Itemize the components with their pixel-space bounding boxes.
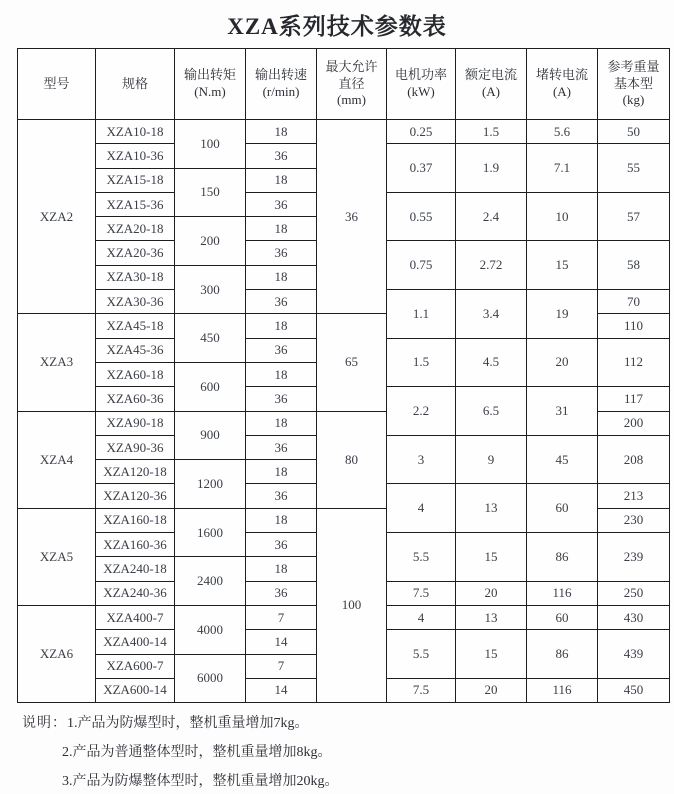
power-cell: 3 (387, 435, 456, 484)
spec-cell: XZA400-7 (96, 605, 175, 629)
spec-cell: XZA10-18 (96, 120, 175, 144)
rated-current-cell: 1.5 (456, 120, 527, 144)
torque-cell: 300 (175, 265, 246, 314)
table-header (18, 49, 670, 120)
locked-current-cell: 31 (527, 387, 598, 436)
rated-current-cell: 13 (456, 605, 527, 629)
weight-cell: 200 (598, 411, 670, 435)
rated-current-cell: 3.4 (456, 290, 527, 339)
torque-cell: 600 (175, 362, 246, 411)
spec-cell: XZA10-36 (96, 144, 175, 168)
spec-cell: XZA90-18 (96, 411, 175, 435)
speed-cell: 18 (246, 217, 317, 241)
note-line-1 (22, 714, 674, 733)
spec-table (17, 48, 670, 703)
weight-cell: 439 (598, 630, 670, 679)
torque-cell: 450 (175, 314, 246, 363)
speed-cell: 18 (246, 460, 317, 484)
weight-cell: 450 (598, 678, 670, 702)
col-header-torque: 输出转矩 (N.m) (175, 49, 246, 120)
model-cell: XZA3 (18, 314, 96, 411)
speed-cell: 14 (246, 630, 317, 654)
weight-cell: 213 (598, 484, 670, 508)
locked-current-cell: 86 (527, 630, 598, 679)
weight-cell: 230 (598, 508, 670, 532)
power-cell: 0.25 (387, 120, 456, 144)
spec-cell: XZA240-18 (96, 557, 175, 581)
locked-current-cell: 60 (527, 605, 598, 629)
weight-cell: 208 (598, 435, 670, 484)
power-cell: 7.5 (387, 678, 456, 702)
torque-cell: 150 (175, 168, 246, 217)
diameter-cell: 80 (317, 411, 387, 508)
model-cell: XZA5 (18, 508, 96, 605)
rated-current-cell: 1.9 (456, 144, 527, 193)
note-item-2: 2.产品为普通整体型时，整机重量增加8kg。 (62, 745, 332, 761)
power-cell: 4 (387, 484, 456, 533)
speed-cell: 18 (246, 508, 317, 532)
spec-cell: XZA30-18 (96, 265, 175, 289)
col-header-speed: 输出转速 (r/min) (246, 49, 317, 120)
locked-current-cell: 20 (527, 338, 598, 387)
locked-current-cell: 116 (527, 678, 598, 702)
power-cell: 4 (387, 605, 456, 629)
spec-cell: XZA60-18 (96, 362, 175, 386)
power-cell: 5.5 (387, 630, 456, 679)
torque-cell: 1600 (175, 508, 246, 557)
weight-cell: 430 (598, 605, 670, 629)
rated-current-cell: 13 (456, 484, 527, 533)
speed-cell: 36 (246, 435, 317, 459)
rated-current-cell: 9 (456, 435, 527, 484)
rated-current-cell: 4.5 (456, 338, 527, 387)
torque-cell: 2400 (175, 557, 246, 606)
power-cell: 0.55 (387, 192, 456, 241)
power-cell: 0.37 (387, 144, 456, 193)
speed-cell: 18 (246, 314, 317, 338)
weight-cell: 55 (598, 144, 670, 193)
col-header-weight: 参考重量 基本型 (kg) (598, 49, 670, 120)
power-cell: 5.5 (387, 533, 456, 582)
speed-cell: 7 (246, 654, 317, 678)
speed-cell: 18 (246, 265, 317, 289)
weight-cell: 112 (598, 338, 670, 387)
spec-cell: XZA15-18 (96, 168, 175, 192)
weight-cell: 57 (598, 192, 670, 241)
spec-cell: XZA120-18 (96, 460, 175, 484)
note-line-2 (22, 743, 674, 762)
col-header-power: 电机功率 (kW) (387, 49, 456, 120)
speed-cell: 36 (246, 192, 317, 216)
torque-cell: 900 (175, 411, 246, 460)
col-header-rated-current: 额定电流 (A) (456, 49, 527, 120)
weight-cell: 50 (598, 120, 670, 144)
speed-cell: 36 (246, 241, 317, 265)
speed-cell: 7 (246, 605, 317, 629)
spec-cell: XZA45-18 (96, 314, 175, 338)
torque-cell: 6000 (175, 654, 246, 703)
weight-cell: 117 (598, 387, 670, 411)
power-cell: 2.2 (387, 387, 456, 436)
table-body (18, 120, 670, 703)
locked-current-cell: 19 (527, 290, 598, 339)
spec-cell: XZA160-18 (96, 508, 175, 532)
rated-current-cell: 15 (456, 533, 527, 582)
table-row (18, 120, 670, 144)
col-header-model: 型号 (18, 49, 96, 120)
spec-cell: XZA240-36 (96, 581, 175, 605)
spec-cell: XZA45-36 (96, 338, 175, 362)
weight-cell: 58 (598, 241, 670, 290)
speed-cell: 18 (246, 362, 317, 386)
rated-current-cell: 20 (456, 678, 527, 702)
rated-current-cell: 2.72 (456, 241, 527, 290)
power-cell: 1.5 (387, 338, 456, 387)
diameter-cell: 100 (317, 508, 387, 702)
locked-current-cell: 116 (527, 581, 598, 605)
spec-cell: XZA600-7 (96, 654, 175, 678)
speed-cell: 18 (246, 120, 317, 144)
header-row (18, 49, 670, 120)
spec-cell: XZA400-14 (96, 630, 175, 654)
power-cell: 1.1 (387, 290, 456, 339)
rated-current-cell: 2.4 (456, 192, 527, 241)
note-line-3 (22, 772, 674, 791)
note-item-3: 3.产品为防爆整体型时，整机重量增加20kg。 (62, 774, 339, 790)
model-cell: XZA6 (18, 605, 96, 702)
weight-cell: 250 (598, 581, 670, 605)
torque-cell: 4000 (175, 605, 246, 654)
speed-cell: 14 (246, 678, 317, 702)
rated-current-cell: 15 (456, 630, 527, 679)
weight-cell: 110 (598, 314, 670, 338)
speed-cell: 36 (246, 290, 317, 314)
spec-cell: XZA90-36 (96, 435, 175, 459)
diameter-cell: 36 (317, 120, 387, 314)
locked-current-cell: 5.6 (527, 120, 598, 144)
note-item-1: 1.产品为防爆型时，整机重量增加7kg。 (67, 716, 309, 732)
page-title: XZA系列技术参数表 (227, 14, 447, 39)
speed-cell: 36 (246, 581, 317, 605)
locked-current-cell: 45 (527, 435, 598, 484)
rated-current-cell: 6.5 (456, 387, 527, 436)
torque-cell: 200 (175, 217, 246, 266)
speed-cell: 18 (246, 168, 317, 192)
speed-cell: 36 (246, 533, 317, 557)
locked-current-cell: 60 (527, 484, 598, 533)
notes-label: 说明： (22, 716, 67, 732)
weight-cell: 70 (598, 290, 670, 314)
torque-cell: 100 (175, 120, 246, 169)
spec-cell: XZA120-36 (96, 484, 175, 508)
locked-current-cell: 86 (527, 533, 598, 582)
col-header-diameter: 最大允许 直径 (mm) (317, 49, 387, 120)
rated-current-cell: 20 (456, 581, 527, 605)
spec-cell: XZA60-36 (96, 387, 175, 411)
col-header-locked-current: 堵转电流 (A) (527, 49, 598, 120)
locked-current-cell: 7.1 (527, 144, 598, 193)
spec-cell: XZA160-36 (96, 533, 175, 557)
spec-cell: XZA15-36 (96, 192, 175, 216)
weight-cell: 239 (598, 533, 670, 582)
speed-cell: 36 (246, 387, 317, 411)
speed-cell: 18 (246, 411, 317, 435)
spec-cell: XZA20-18 (96, 217, 175, 241)
power-cell: 7.5 (387, 581, 456, 605)
torque-cell: 1200 (175, 460, 246, 509)
model-cell: XZA4 (18, 411, 96, 508)
model-cell: XZA2 (18, 120, 96, 314)
speed-cell: 36 (246, 144, 317, 168)
spec-cell: XZA30-36 (96, 290, 175, 314)
speed-cell: 18 (246, 557, 317, 581)
speed-cell: 36 (246, 484, 317, 508)
col-header-spec: 规格 (96, 49, 175, 120)
notes-section (22, 714, 674, 791)
power-cell: 0.75 (387, 241, 456, 290)
locked-current-cell: 15 (527, 241, 598, 290)
diameter-cell: 65 (317, 314, 387, 411)
spec-cell: XZA20-36 (96, 241, 175, 265)
spec-cell: XZA600-14 (96, 678, 175, 702)
locked-current-cell: 10 (527, 192, 598, 241)
speed-cell: 36 (246, 338, 317, 362)
